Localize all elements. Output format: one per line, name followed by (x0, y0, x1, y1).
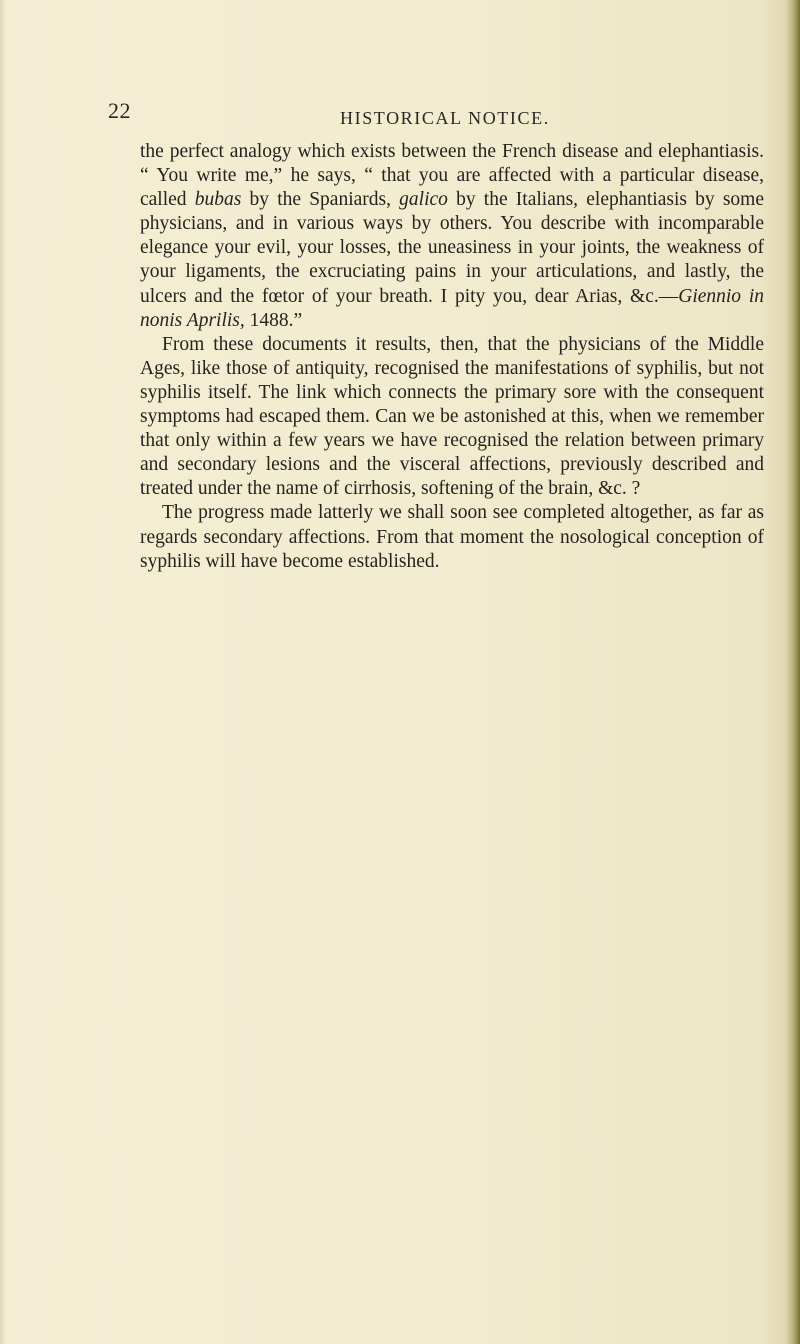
italic-dateline: Giennio in nonis Aprilis, (140, 285, 764, 331)
text-segment: 1488.” (244, 309, 303, 331)
text-segment: by the Italians, elephantiasis by some physicians, and in various ways by others. You describe with incomparable elegance your evil, your losses, the uneasiness in your joints, the weakness of your ligaments, the excruciating pains in your articulations, and lastly, the ulcers and the fœtor of your breath. I pity you, dear Arias, &c.— (140, 189, 764, 307)
paragraph-2 (140, 333, 764, 502)
text-segment: by the Spaniards, (241, 189, 400, 211)
page-number: 22 (108, 98, 131, 123)
running-head: HISTORICAL NOTICE. (340, 108, 550, 128)
page-gutter-shadow (0, 0, 6, 1344)
italic-term-galico: galico (399, 189, 448, 211)
page-edge (786, 0, 800, 1344)
paragraph-1 (140, 140, 764, 333)
text-segment: The progress made latterly we shall soon see completed altogether, as far as regards secondary affections. From that moment the nosological conception of syphilis will have become established. (140, 502, 764, 572)
body-text (140, 140, 764, 574)
paragraph-3 (140, 501, 764, 573)
italic-term-bubas: bubas (194, 189, 242, 211)
text-segment: From these documents it results, then, that the physicians of the Middle Ages, like those of antiquity, recognised the manifestations of syphilis, but not syphilis itself. The link which connects the primary sore with the consequent symptoms had escaped them. Can we be astonished at this, when we remember that only within a few years we have recognised the relation between primary and secondary lesions and the visceral affections, previously described and treated under the name of cirrhosis, softening of the brain, &c. ? (140, 333, 764, 500)
text-segment: the perfect analogy which exists between the French disease and elephantiasis. “ You write me,” he says, “ that you are affected with a particular disease, called (140, 141, 764, 211)
